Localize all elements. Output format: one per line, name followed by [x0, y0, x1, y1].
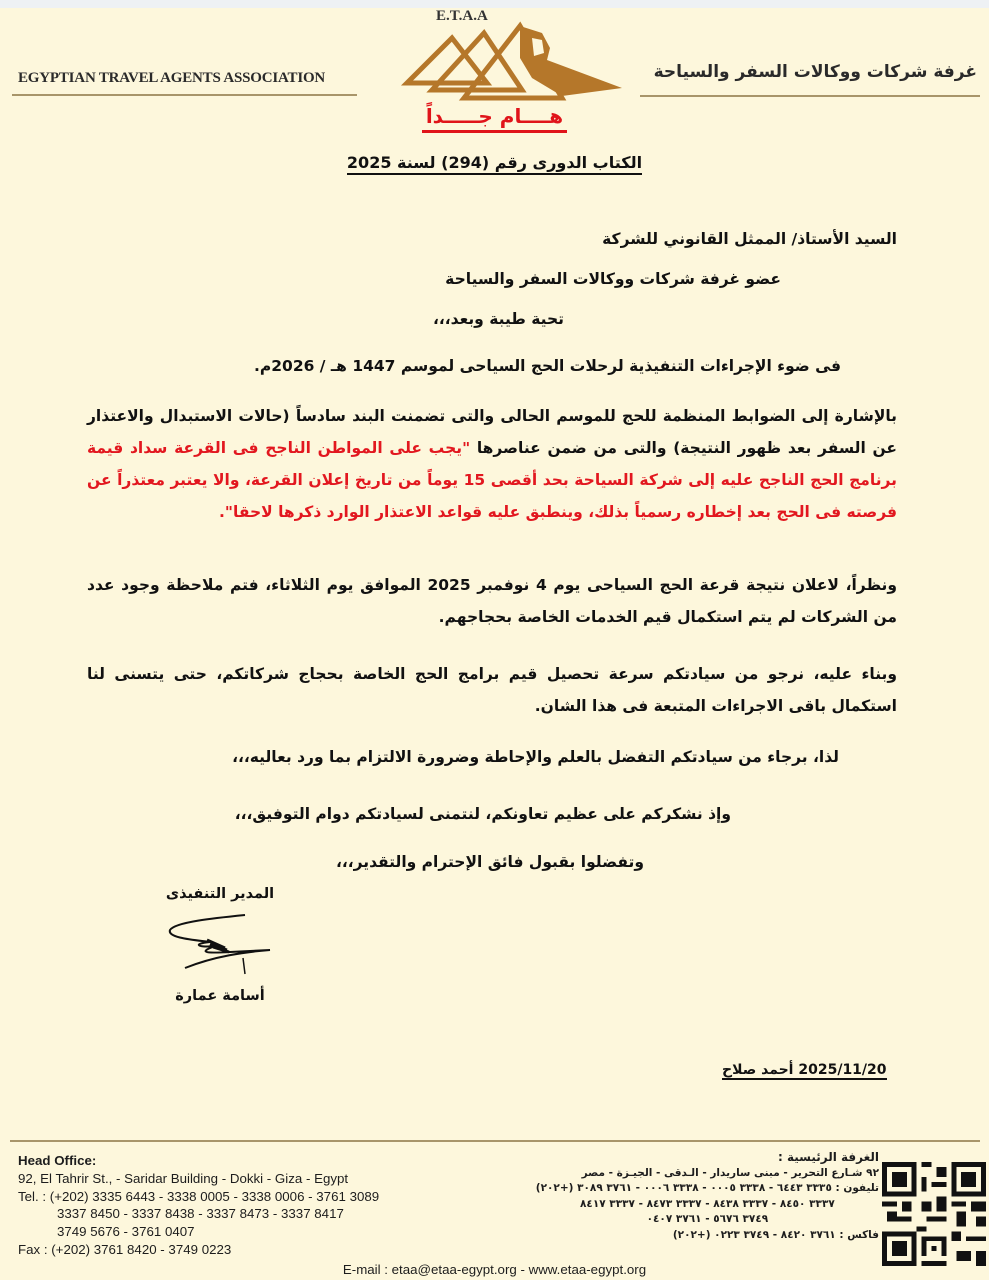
footer-english-contact — [18, 1152, 379, 1259]
logo-text: E.T.A.A — [436, 8, 488, 24]
addressee-line2: عضو غرفة شركات ووكالات السفر والسياحة — [445, 270, 781, 288]
closing-line-1: لذا، برجاء من سيادتكم التفضل بالعلم والإحاطة وضرورة الالتزام بما ورد بعاليه،،، — [232, 748, 839, 766]
intro-line: فى ضوء الإجراءات التنفيذية لرحلات الحج السياحى لموسم 1447 هـ / 2026م. — [254, 357, 841, 375]
tel-ar-2: ٣٣٣٧ ٨٤٥٠ - ٣٣٣٧ ٨٤٣٨ - ٣٣٣٧ ٨٤٧٣ - ٣٣٣٧ ٨٤١٧ — [580, 1197, 835, 1210]
fax-ar: فاكس : ٣٧٦١ ٨٤٢٠ - ٣٧٤٩ ٠٢٢٣ (+٢٠٢) — [672, 1228, 879, 1241]
head-office-heading: Head Office: — [18, 1153, 97, 1168]
header-rule-left — [12, 94, 357, 96]
signature-block — [140, 886, 300, 1004]
paragraph-3: وبناء عليه، نرجو من سيادتكم سرعة تحصيل قيم برامج الحج الخاصة بحجاج شركاتكم، حتى يتسنى لنا استكمال باقى الاجراءات المتبعة فى هذا الشان. — [87, 665, 897, 715]
paragraph-2: ونظراً، لاعلان نتيجة قرعة الحج السياحى يوم 4 نوفمبر 2025 الموافق يوم الثلاثاء، فتم ملاحظة وجود عدد من الشركات لم يتم استكمال قيم الخدمات الخاصة بحجاجهم. — [87, 576, 897, 626]
important-label: هــــام جـــــداً — [0, 104, 989, 128]
footer-rule — [10, 1140, 980, 1142]
closing-line-3: وتفضلوا بقبول فائق الإحترام والتقدير،،، — [335, 853, 644, 871]
tel-en-3: 3749 5676 - 3761 0407 — [57, 1224, 195, 1240]
addressee-line1: السيد الأستاذ/ الممثل القانوني للشركة — [602, 230, 897, 248]
greeting: تحية طيبة وبعد،،، — [433, 310, 564, 328]
english-org-name: EGYPTIAN TRAVEL AGENTS ASSOCIATION — [18, 70, 326, 86]
signatory-title: المدير التنفيذى — [165, 886, 275, 902]
circular-title: الكتاب الدورى رقم (294) لسنة 2025 — [0, 153, 989, 172]
letterhead — [0, 0, 989, 110]
tel-en-1: Tel. : (+202) 3335 6443 - 3338 0005 - 3338 0006 - 3761 3089 — [18, 1188, 380, 1204]
arabic-org-name: غرفة شركات ووكالات السفر والسياحة — [653, 62, 977, 82]
address-en: 92, El Tahrir St., - Saridar Building - Dokki - Giza - Egypt — [18, 1170, 349, 1186]
footer-arabic-contact — [536, 1150, 879, 1244]
email-website-line: E-mail : etaa@etaa-egypt.org - www.etaa-egypt.org — [342, 1262, 647, 1277]
qr-code-icon — [882, 1162, 986, 1266]
head-office-heading-ar: الغرفة الرئيسية : — [777, 1150, 879, 1164]
signatory-name: أسامة عمارة — [175, 988, 265, 1004]
tel-en-2: 3337 8450 - 3337 8438 - 3337 8473 - 3337 8417 — [57, 1206, 344, 1222]
pyramids-sphinx-icon — [392, 8, 632, 103]
paragraph-1-red-quote: "يجب على المواطن الناجح فى القرعة سداد قيمة برنامج الحج الناجح عليه إلى شركة السياحة بحد أقصى 15 يوماً من تاريخ إعلان القرعة، والا يعتبر معتذراً عن فرصته فى الحج بعد إخطاره رسمياً بذلك، وينطبق عليه قواعد الاعتذار الوارد ذكرها لاحقا". — [87, 439, 897, 521]
etaa-logo — [392, 8, 632, 103]
header-rule-right — [640, 95, 980, 97]
paragraph-1 — [87, 400, 897, 528]
tel-ar-3: ٣٧٤٩ ٥٦٧٦ - ٣٧٦١ ٠٤٠٧ — [646, 1213, 769, 1226]
tel-ar-1: تليفون : ٣٣٣٥ ٦٤٤٣ - ٣٣٣٨ ٠٠٠٥ - ٣٣٣٨ ٠٠٠٦ - ٣٧٦١ ٣٠٨٩ (+٢٠٢) — [535, 1182, 879, 1195]
handwritten-signature-icon — [155, 910, 285, 980]
closing-line-2: وإذ نشكركم على عظيم تعاونكم، لنتمنى لسيادتكم دوام التوفيق،،، — [234, 805, 731, 823]
address-ar: ٩٢ شـارع التحرير - مبنى ساريدار - الـدقى - الجيـزة - مصر — [581, 1166, 879, 1179]
fax-en: Fax : (+202) 3761 8420 - 3749 0223 — [18, 1241, 232, 1257]
paragraph-1-text: بالإشارة إلى الضوابط المنظمة للحج للموسم الحالى والتى تضمنت البند سادساً (حالات الاستبدال والاعتذار عن السفر بعد ظهور النتيجة) والتى من ضمن عناصرها — [87, 407, 897, 457]
date-reference: 2025/11/20 أحمد صلاح — [722, 1062, 887, 1078]
